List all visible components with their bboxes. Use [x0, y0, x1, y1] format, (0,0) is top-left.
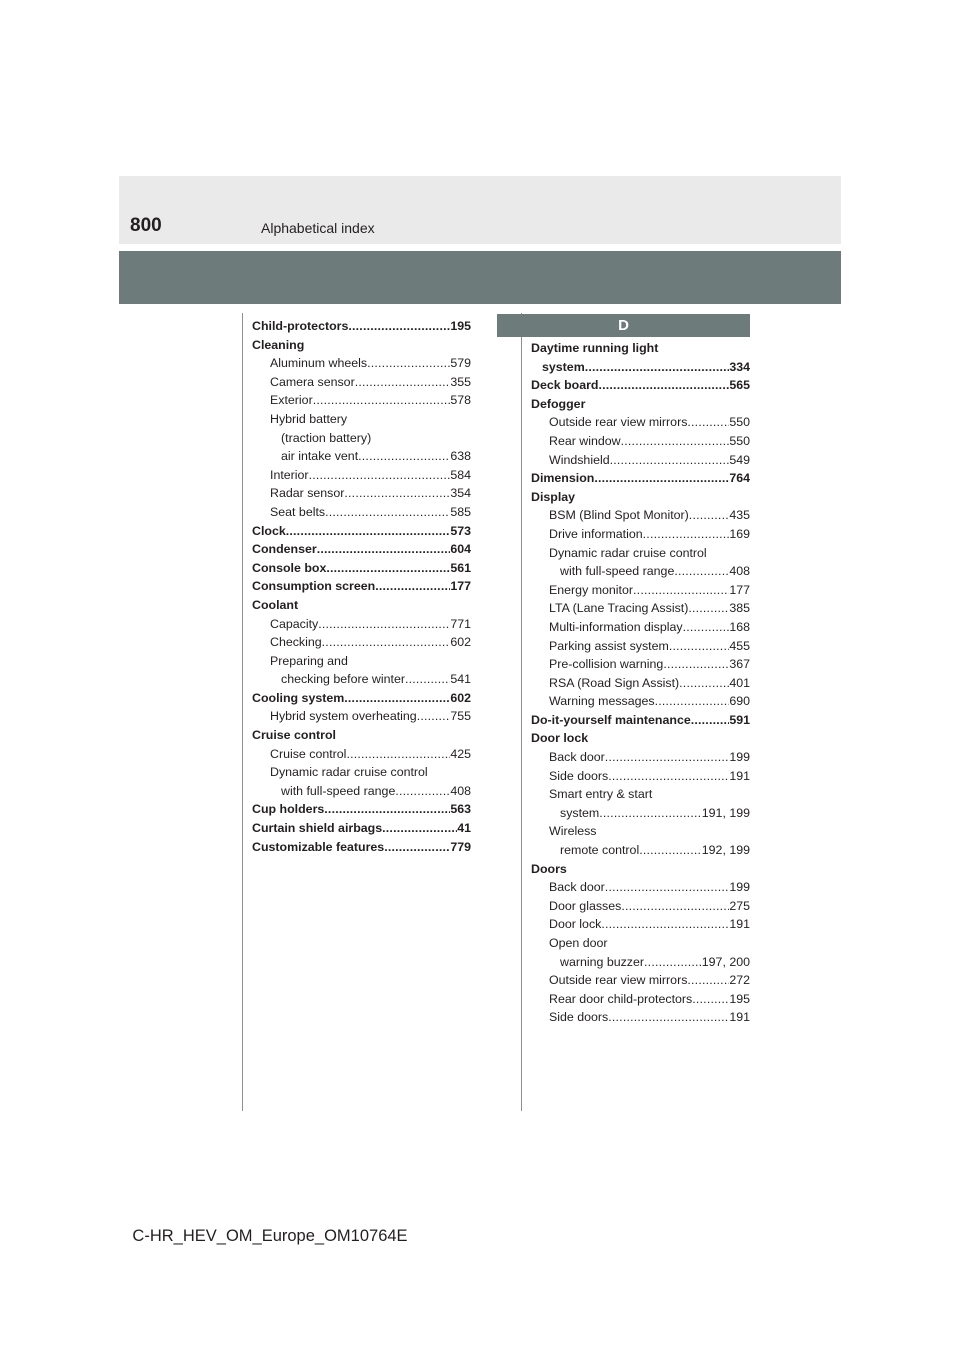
- index-entry[interactable]: [252, 540, 471, 559]
- index-entry-page: 197, 200: [701, 954, 750, 969]
- index-entry[interactable]: [252, 782, 471, 801]
- index-entry[interactable]: [252, 354, 471, 373]
- index-entry-page: 177: [729, 582, 750, 597]
- index-entry[interactable]: [531, 1008, 750, 1027]
- index-entry[interactable]: [531, 822, 750, 841]
- index-entry-term: Door lock: [531, 731, 589, 746]
- index-entry-term: Back door: [549, 750, 605, 765]
- dot-leader: [688, 599, 729, 618]
- index-entry[interactable]: [531, 897, 750, 916]
- dot-leader: [643, 525, 730, 544]
- index-entry[interactable]: [531, 804, 750, 823]
- index-entry[interactable]: [531, 469, 750, 488]
- index-entry-page: 199: [729, 750, 750, 765]
- index-entry-term: Warning messages: [549, 694, 655, 709]
- index-entry-page: 563: [450, 802, 471, 817]
- dot-leader: [348, 317, 450, 336]
- index-entry[interactable]: [252, 633, 471, 652]
- dot-leader: [621, 897, 729, 916]
- index-entry-term: Cruise control: [270, 746, 347, 761]
- dot-leader: [324, 800, 450, 819]
- index-entry[interactable]: [531, 339, 750, 358]
- index-entry[interactable]: [252, 652, 471, 671]
- index-entry-page: 565: [729, 378, 750, 393]
- dot-leader: [326, 559, 450, 578]
- index-entry[interactable]: [252, 745, 471, 764]
- index-entry[interactable]: [531, 860, 750, 879]
- index-entry[interactable]: [531, 785, 750, 804]
- index-entry-term: Side doors: [549, 768, 609, 783]
- index-entry-page: 354: [450, 486, 471, 501]
- index-entry-term: Door glasses: [549, 898, 622, 913]
- index-entry-term: Console box: [252, 560, 327, 575]
- index-entry-term: Open door: [549, 936, 608, 950]
- index-entry-page: 334: [729, 359, 750, 374]
- index-entry[interactable]: [531, 544, 750, 563]
- dot-leader: [605, 748, 730, 767]
- index-entry-term: Exterior: [270, 393, 313, 408]
- index-entry-page: 367: [729, 657, 750, 672]
- index-entry-term: Interior: [270, 467, 309, 482]
- dot-leader: [689, 506, 730, 525]
- index-entry[interactable]: [252, 336, 471, 355]
- index-entry[interactable]: [531, 878, 750, 897]
- dot-leader: [346, 745, 450, 764]
- index-entry-term: Defogger: [531, 396, 586, 411]
- dot-leader: [594, 469, 729, 488]
- right-column-rule: [521, 313, 522, 1111]
- index-entry-term: BSM (Blind Spot Monitor): [549, 508, 689, 523]
- index-entry[interactable]: [252, 707, 471, 726]
- letter-heading: D: [497, 314, 750, 337]
- dot-leader: [405, 670, 450, 689]
- index-entry-page: 779: [450, 839, 471, 854]
- index-entry-term: Condenser: [252, 542, 317, 557]
- dot-leader: [687, 413, 729, 432]
- index-entry-term: Wireless: [549, 824, 597, 839]
- index-entry[interactable]: [531, 971, 750, 990]
- index-entry[interactable]: [252, 522, 471, 541]
- dot-leader: [608, 767, 729, 786]
- dot-leader: [601, 915, 729, 934]
- index-entry-term: Customizable features: [252, 839, 385, 854]
- index-entry-term: Rear window: [549, 433, 621, 448]
- index-column-right: [531, 339, 750, 1027]
- index-entry[interactable]: [531, 637, 750, 656]
- index-entry-term: checking before winter: [281, 672, 405, 687]
- index-entry-term: Do-it-yourself maintenance: [531, 712, 691, 727]
- index-entry-page: 385: [729, 601, 750, 616]
- index-entry[interactable]: [252, 819, 471, 838]
- dot-leader: [367, 354, 450, 373]
- dot-leader: [605, 878, 730, 897]
- index-entry-page: 435: [729, 508, 750, 523]
- index-entry-page: 408: [729, 564, 750, 579]
- index-entry-term: Parking assist system: [549, 638, 669, 653]
- index-entry[interactable]: [531, 562, 750, 581]
- header-band: [119, 176, 841, 244]
- index-entry[interactable]: [531, 953, 750, 972]
- index-entry-page: 755: [450, 709, 471, 724]
- index-entry-page: 195: [450, 319, 471, 333]
- index-entry[interactable]: [252, 373, 471, 392]
- index-entry-term: Doors: [531, 861, 567, 876]
- index-entry[interactable]: [531, 581, 750, 600]
- index-entry-page: 550: [729, 433, 750, 448]
- index-entry-page: 638: [450, 449, 471, 464]
- index-entry-page: 602: [450, 690, 471, 705]
- dot-leader: [683, 618, 730, 637]
- index-entry-page: 771: [450, 616, 471, 631]
- index-entry-term: Pre-collision warning: [549, 657, 664, 672]
- index-entry[interactable]: [531, 451, 750, 470]
- dot-leader: [355, 373, 451, 392]
- dot-leader: [322, 633, 451, 652]
- index-entry[interactable]: [252, 763, 471, 782]
- index-entry[interactable]: [531, 395, 750, 414]
- index-entry-term: system: [560, 805, 600, 820]
- index-entry-page: 690: [729, 694, 750, 709]
- index-entry[interactable]: [531, 934, 750, 953]
- index-entry[interactable]: [252, 410, 471, 429]
- index-entry[interactable]: [531, 525, 750, 544]
- index-entry-term: Consumption screen: [252, 579, 376, 594]
- index-entry[interactable]: [531, 506, 750, 525]
- index-entry-page: 455: [729, 638, 750, 653]
- index-entry-term: Rear door child-protectors: [549, 991, 693, 1006]
- index-entry-term: Curtain shield airbags: [252, 821, 383, 836]
- dot-leader: [317, 540, 451, 559]
- index-entry-page: 191: [729, 768, 750, 783]
- index-entry-page: 177: [450, 579, 471, 594]
- header-dark-band: [119, 251, 841, 304]
- index-entry-term: Seat belts: [270, 504, 326, 519]
- index-entry-term: remote control: [560, 843, 640, 858]
- dot-leader: [674, 562, 729, 581]
- index-entry[interactable]: [531, 915, 750, 934]
- index-entry-term: Daytime running light: [531, 341, 659, 355]
- index-entry-page: 191: [729, 1010, 750, 1025]
- index-entry-page: 578: [450, 393, 471, 408]
- document-code: C-HR_HEV_OM_Europe_OM10764E: [132, 1227, 408, 1245]
- dot-leader: [318, 615, 450, 634]
- dot-leader: [691, 711, 730, 730]
- index-entry-term: Checking: [270, 635, 322, 650]
- index-entry-term: Door lock: [549, 917, 602, 932]
- index-entry-page: 584: [450, 467, 471, 482]
- dot-leader: [286, 522, 451, 541]
- index-entry-page: 591: [729, 712, 750, 727]
- index-entry[interactable]: [531, 729, 750, 748]
- index-entry[interactable]: [252, 577, 471, 596]
- dot-leader: [384, 838, 450, 857]
- index-entry-page: 195: [729, 991, 750, 1006]
- index-entry[interactable]: [252, 726, 471, 745]
- index-entry-term: LTA (Lane Tracing Assist): [549, 601, 689, 616]
- index-entry-term: Cooling system: [252, 690, 345, 705]
- dot-leader: [382, 819, 457, 838]
- index-entry-term: Preparing and: [270, 653, 348, 668]
- index-entry[interactable]: [252, 689, 471, 708]
- dot-leader: [599, 804, 702, 823]
- index-entry[interactable]: [252, 429, 471, 448]
- index-entry-term: Child-protectors: [252, 319, 349, 333]
- index-entry[interactable]: [252, 559, 471, 578]
- dot-leader: [663, 655, 729, 674]
- index-entry[interactable]: [252, 391, 471, 410]
- index-entry[interactable]: [252, 503, 471, 522]
- index-entry-term: Radar sensor: [270, 486, 345, 501]
- index-entry[interactable]: [252, 317, 471, 336]
- dot-leader: [687, 971, 729, 990]
- dot-leader: [313, 391, 451, 410]
- index-entry-term: Side doors: [549, 1010, 609, 1025]
- dot-leader: [344, 689, 450, 708]
- index-entry-term: Dynamic radar cruise control: [549, 545, 707, 560]
- index-entry-page: 41: [457, 821, 471, 836]
- index-entry-page: 579: [450, 356, 471, 371]
- index-entry[interactable]: [531, 413, 750, 432]
- index-entry-page: 401: [729, 675, 750, 690]
- index-entry-page: 199: [729, 880, 750, 895]
- dot-leader: [417, 707, 451, 726]
- index-entry-page: 272: [729, 973, 750, 988]
- section-title: Alphabetical index: [261, 220, 375, 236]
- index-entry-term: Cup holders: [252, 802, 325, 817]
- index-entry-term: Hybrid battery: [270, 411, 348, 426]
- dot-leader: [610, 451, 730, 470]
- index-entry-term: Drive information: [549, 526, 643, 541]
- index-entry-term: Dynamic radar cruise control: [270, 765, 428, 780]
- index-entry[interactable]: [531, 767, 750, 786]
- index-entry-term: Camera sensor: [270, 374, 355, 389]
- index-entry-term: (traction battery): [281, 430, 372, 445]
- dot-leader: [585, 358, 730, 377]
- index-entry[interactable]: [531, 432, 750, 451]
- index-entry[interactable]: [252, 670, 471, 689]
- dot-leader: [639, 841, 702, 860]
- index-entry-term: Aluminum wheels: [270, 356, 368, 371]
- index-entry-term: Coolant: [252, 597, 299, 612]
- index-entry[interactable]: [252, 447, 471, 466]
- dot-leader: [621, 432, 730, 451]
- index-entry-term: Hybrid system overheating: [270, 709, 417, 724]
- index-entry-term: with full-speed range: [560, 564, 675, 579]
- index-entry[interactable]: [531, 990, 750, 1009]
- page-number: 800: [130, 215, 162, 236]
- index-entry-term: Multi-information display: [549, 619, 683, 634]
- index-entry-page: 191: [729, 917, 750, 932]
- index-entry-page: 275: [729, 898, 750, 913]
- index-entry[interactable]: [531, 618, 750, 637]
- index-entry-term: Display: [531, 489, 576, 504]
- left-column-rule: [242, 313, 243, 1111]
- dot-leader: [598, 376, 729, 395]
- index-entry-term: Energy monitor: [549, 582, 634, 597]
- index-entry[interactable]: [531, 748, 750, 767]
- index-entry-page: 602: [450, 635, 471, 650]
- index-entry[interactable]: [252, 596, 471, 615]
- index-entry-term: warning buzzer: [560, 954, 645, 969]
- index-entry[interactable]: [252, 800, 471, 819]
- dot-leader: [608, 1008, 729, 1027]
- index-entry-term: Capacity: [270, 616, 319, 631]
- index-entry-term: Outside rear view mirrors: [549, 973, 688, 988]
- index-entry[interactable]: [531, 841, 750, 860]
- index-entry-page: 168: [729, 619, 750, 634]
- dot-leader: [679, 674, 729, 693]
- dot-leader: [669, 637, 730, 656]
- index-entry-page: 425: [450, 746, 471, 761]
- dot-leader: [633, 581, 729, 600]
- index-entry-term: system: [542, 359, 585, 374]
- index-entry-term: Windshield: [549, 452, 610, 467]
- dot-leader: [375, 577, 450, 596]
- index-entry-term: Deck board: [531, 378, 599, 393]
- dot-leader: [344, 484, 450, 503]
- index-entry[interactable]: [252, 615, 471, 634]
- index-entry-term: RSA (Road Sign Assist): [549, 675, 680, 690]
- dot-leader: [395, 782, 450, 801]
- dot-leader: [692, 990, 729, 1009]
- index-entry-page: 561: [450, 560, 471, 575]
- index-entry[interactable]: [252, 466, 471, 485]
- index-entry[interactable]: [531, 692, 750, 711]
- index-entry[interactable]: [531, 488, 750, 507]
- index-entry[interactable]: [531, 655, 750, 674]
- dot-leader: [655, 692, 730, 711]
- index-entry[interactable]: [252, 838, 471, 857]
- index-entry-term: Clock: [252, 523, 286, 538]
- index-entry[interactable]: [531, 711, 750, 730]
- index-entry[interactable]: [531, 358, 750, 377]
- index-entry-term: Cruise control: [252, 728, 336, 743]
- index-entry-term: air intake vent: [281, 449, 359, 464]
- dot-leader: [325, 503, 450, 522]
- index-entry-term: Cleaning: [252, 337, 305, 352]
- index-entry-term: Dimension: [531, 471, 595, 486]
- index-entry-term: with full-speed range: [281, 783, 396, 798]
- index-entry-page: 191, 199: [701, 805, 750, 820]
- index-entry-page: 573: [450, 523, 471, 538]
- index-entry-term: Smart entry & start: [549, 787, 653, 802]
- index-entry[interactable]: [531, 674, 750, 693]
- index-entry-page: 764: [729, 471, 750, 486]
- dot-leader: [358, 447, 450, 466]
- index-entry[interactable]: [531, 599, 750, 618]
- index-entry-term: Outside rear view mirrors: [549, 415, 688, 430]
- index-entry-page: 550: [729, 415, 750, 430]
- index-entry-term: Back door: [549, 880, 605, 895]
- index-entry-page: 169: [729, 526, 750, 541]
- index-entry-page: 585: [450, 504, 471, 519]
- index-entry[interactable]: [252, 484, 471, 503]
- index-entry-page: 549: [729, 452, 750, 467]
- index-entry-page: 408: [450, 783, 471, 798]
- dot-leader: [309, 466, 451, 485]
- index-entry-page: 355: [450, 374, 471, 389]
- index-column-left: [252, 317, 471, 856]
- index-entry-page: 604: [450, 542, 471, 557]
- index-entry-page: 192, 199: [701, 843, 750, 858]
- index-entry[interactable]: [531, 376, 750, 395]
- index-entry-page: 541: [450, 672, 471, 687]
- dot-leader: [644, 953, 702, 972]
